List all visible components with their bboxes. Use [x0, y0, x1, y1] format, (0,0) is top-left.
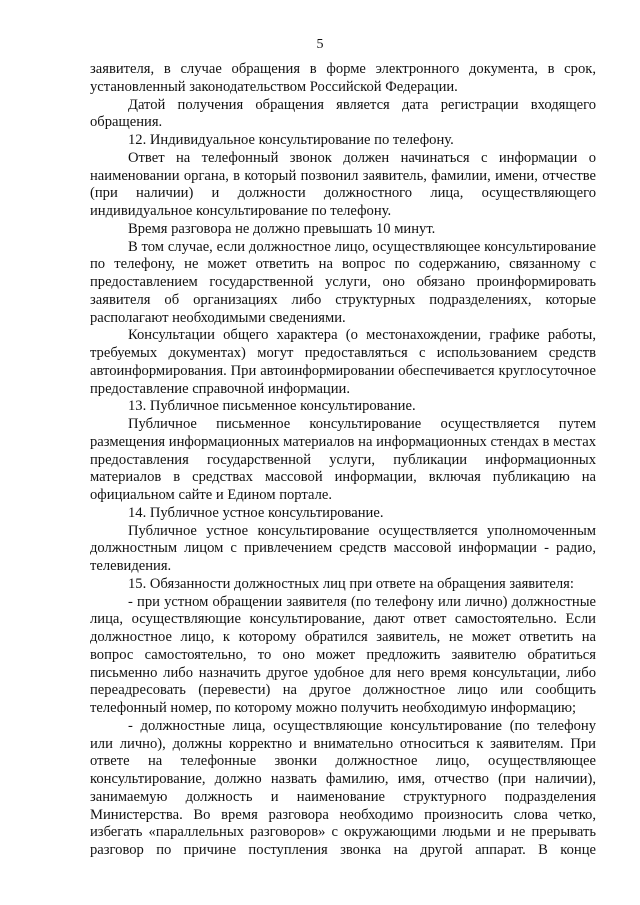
paragraph-oral-public: Публичное устное консультирование осуществляется уполномоченным должностным лицом с привлечением средств массовой информации - радио, телевидения.	[90, 522, 596, 574]
paragraph-phone-answer: Ответ на телефонный звонок должен начинаться с информации о наименовании органа, в который позвонил заявитель, фамилии, имени, отчестве (при наличии) и должности должностного лица, осуществляющего индивидуальное консультирование по телефону.	[90, 149, 596, 219]
paragraph-conduct-duties: - должностные лица, осуществляющие консультирование (по телефону или лично), должны корректно и внимательно относиться к заявителям. При ответе на телефонные звонки должностное лицо, осуществляющее консультирование, должно назвать фамилию, имя, отчество (при наличии), занимаемую должность и наименование структурного подразделения Министерства. Во время разговора необходимо произносить слова четко, избегать «параллельных разговоров» с окружающими людьми и не прерывать разговор по причине поступления звонка на другой аппарат. В конце	[90, 717, 596, 858]
paragraph-call-duration: Время разговора не должно превышать 10 минут.	[128, 220, 436, 237]
section-heading-14: 14. Публичное устное консультирование.	[128, 504, 384, 521]
paragraph-continuation: заявителя, в случае обращения в форме электронного документа, в срок, установленный законодательством Российской Федерации.	[90, 61, 596, 95]
section-heading-15: 15. Обязанности должностных лиц при ответе на обращения заявителя:	[128, 575, 574, 592]
paragraph-auto-informing: Консультации общего характера (о местонахождении, графике работы, требуемых документах) могут предоставляться с использованием средств автоинформирования. При автоинформировании обеспечивается круглосуточное предоставление справочной информации.	[90, 327, 596, 397]
body-text	[90, 61, 596, 860]
paragraph-redirect: В том случае, если должностное лицо, осуществляющее консультирование по телефону, не может ответить на вопрос по содержанию, связанному с предоставлением государственной услуги, оно обязано проинформировать заявителя об организациях либо структурных подразделениях, которые располагают необходимыми сведениями.	[90, 238, 596, 326]
paragraph-oral-request-duties: - при устном обращении заявителя (по телефону или лично) должностные лица, осуществляющие консультирование, дают ответ самостоятельно. Если должностное лицо, к которому обратился заявитель, не может ответить на вопрос самостоятельно, то оно может предложить заявителю обратиться письменно либо назначить другое удобное для него время консультации, либо переадресовать (перевести) на другое должностное лицо или сообщить телефонный номер, по которому можно получить необходимую информацию;	[90, 593, 596, 716]
page-number: 5	[316, 37, 324, 52]
section-heading-12: 12. Индивидуальное консультирование по телефону.	[128, 132, 454, 148]
section-heading-13: 13. Публичное письменное консультирование.	[128, 398, 416, 415]
paragraph-receipt-date: Датой получения обращения является дата регистрации входящего обращения.	[90, 96, 596, 131]
paragraph-written-public: Публичное письменное консультирование осуществляется путем размещения информационных материалов на информационных стендах в местах предоставления государственной услуги, публикации информационных материалов в средствах массовой информации, включая публикацию на официальном сайте и Едином портале.	[90, 416, 596, 503]
